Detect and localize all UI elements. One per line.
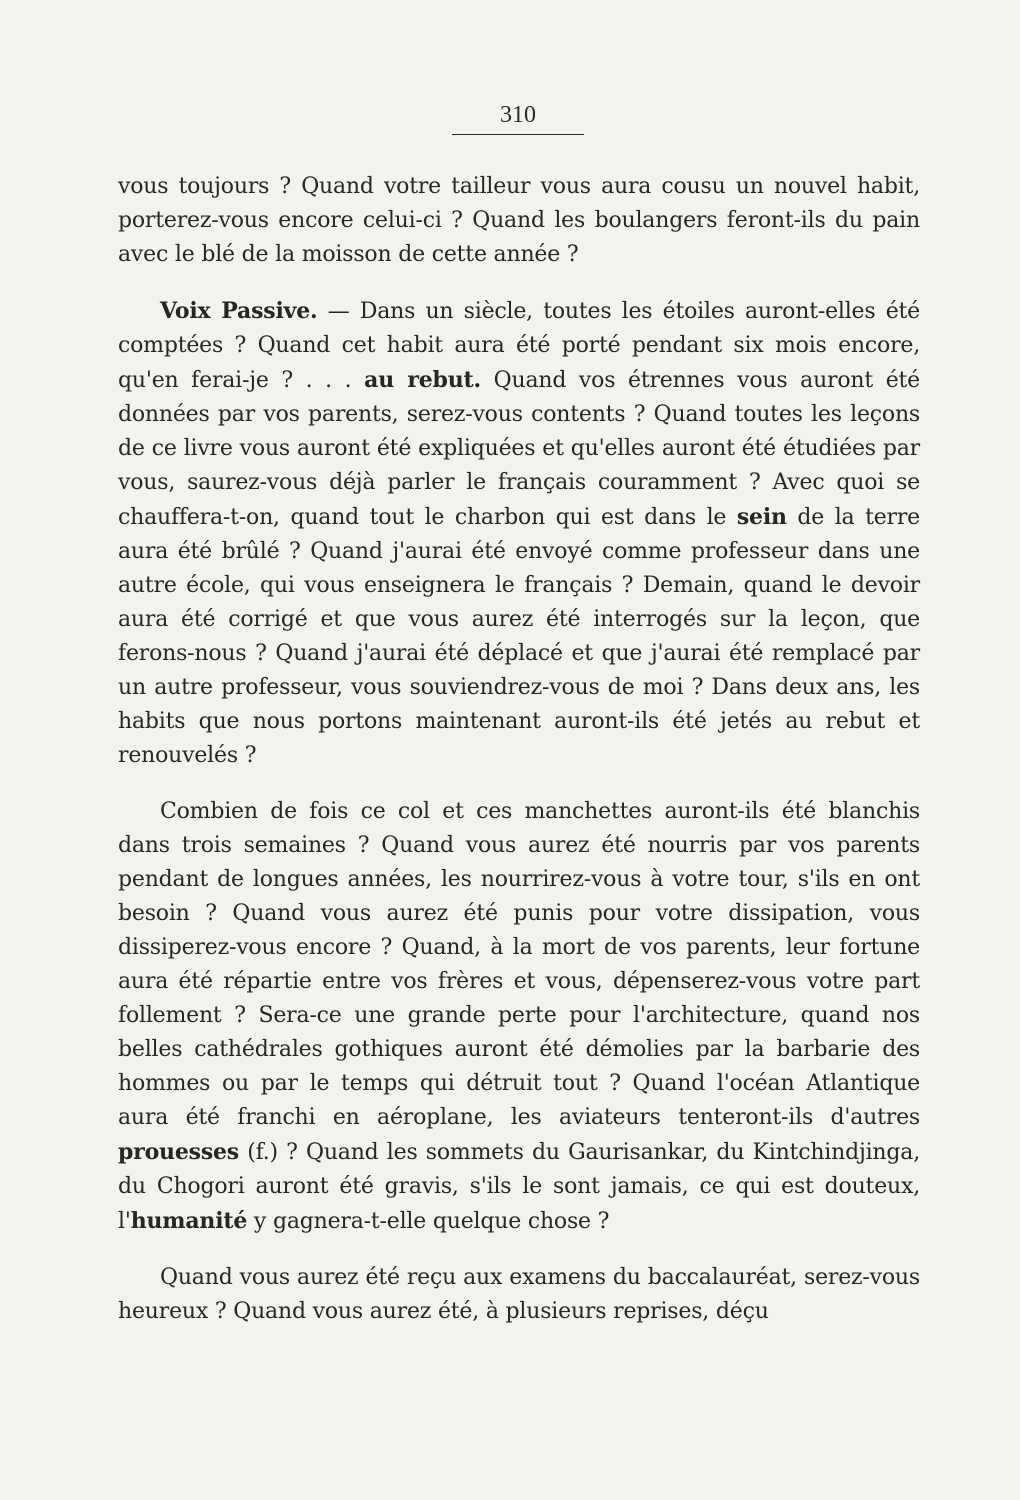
page-number: 310 bbox=[452, 102, 584, 135]
paragraph-2-text-c: de la terre aura été brûlé ? Quand j'aurai été envoyé comme professeur dans une autre école, qui vous enseignera le français ? Demain, quand le devoir aura été corrigé et que vous aurez été interrogés sur la leçon, que ferons-nous ? Quand j'aurai été déplacé et que j'aurai été remplacé par un autre professeur, vous souviendrez-vous de moi ? Dans deux ans, les habits que nous portons maintenant auront-ils été jetés au rebut et renouvelés ? bbox=[118, 505, 920, 768]
vocab-term-prouesses: prouesses bbox=[118, 1139, 239, 1165]
paragraph-4-text: Quand vous aurez été reçu aux examens du baccalauréat, serez-vous heureux ? Quand vous aurez été, à plusieurs reprises, déçu bbox=[118, 1265, 920, 1324]
vocab-term-humanite: humanité bbox=[130, 1208, 248, 1234]
paragraph-2 bbox=[118, 294, 920, 773]
paragraph-gap bbox=[118, 773, 920, 795]
paragraph-4 bbox=[118, 1261, 920, 1329]
paragraph-2-text-b: Quand vos étrennes vous auront été données par vos parents, serez-vous contents ? Quand toutes les leçons de ce livre vous auront été expliquées et qu'elles auront été étudiées par vous, saurez-vous déjà parler le français couramment ? Avec quoi se chauffera-t-on, quand tout le charbon qui est dans le bbox=[118, 368, 920, 530]
text-column bbox=[118, 170, 920, 1329]
paragraph-2-text-a: — Dans un siècle, toutes les étoiles auront-elles été comptées ? Quand cet habit aura été porté pendant six mois encore, qu'en ferai-je ? . . . bbox=[118, 299, 920, 393]
paragraph-1 bbox=[118, 170, 920, 272]
paragraph-3-text-b: (f.) ? Quand les sommets du Gaurisankar, du Kintchindjinga, du Chogori auront été gravis, s'ils le sont jamais, ce qui est douteux, l' bbox=[118, 1140, 920, 1234]
paragraph-1-text: vous toujours ? Quand votre tailleur vous aura cousu un nouvel habit, porterez-vous encore celui-ci ? Quand les boulangers feront-ils du pain avec le blé de la moisson de cette année ? bbox=[118, 174, 920, 267]
paragraph-3-text-a: Combien de fois ce col et ces manchettes auront-ils été blanchis dans trois semaines ? Quand vous aurez été nourris par vos parents pendant de longues années, les nourrirez-vous à votre tour, s'ils en ont besoin ? Quand vous aurez été punis pour votre dissipation, vous dissiperez-vous encore ? Quand, à la mort de vos parents, leur fortune aura été répartie entre vos frères et vous, dépenserez-vous votre part follement ? Sera-ce une grande perte pour l'architecture, quand nos belles cathédrales gothiques auront été démolies par la barbarie des hommes ou par le temps qui détruit tout ? Quand l'océan Atlantique aura été franchi en aéroplane, les aviateurs tenteront-ils d'autres bbox=[118, 799, 920, 1130]
paragraph-3-text-c: y gagnera-t-elle quelque chose ? bbox=[247, 1209, 610, 1234]
paragraph-3 bbox=[118, 795, 920, 1239]
vocab-term-sein: sein bbox=[736, 504, 787, 530]
section-heading-voix-passive: Voix Passive. bbox=[160, 298, 318, 324]
paragraph-gap bbox=[118, 1239, 920, 1261]
paragraph-gap bbox=[118, 272, 920, 294]
vocab-term-au-rebut: au rebut. bbox=[364, 367, 481, 393]
